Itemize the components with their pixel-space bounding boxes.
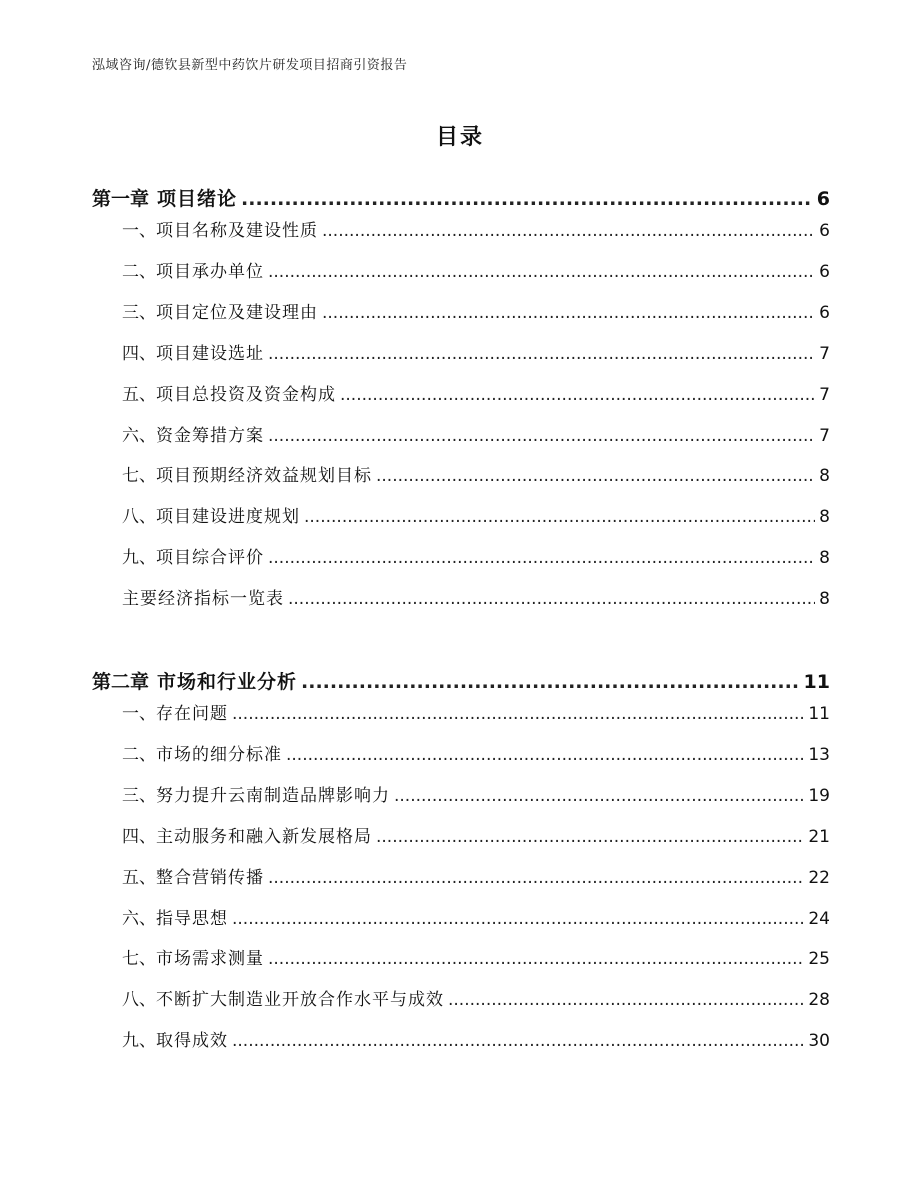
section-title: 整合营销传播 xyxy=(156,867,264,888)
dot-leader xyxy=(304,507,815,527)
section-number: 三、 xyxy=(122,302,156,323)
section-number: 八、 xyxy=(122,507,156,528)
toc-section-row[interactable] xyxy=(92,461,830,486)
section-number: 二、 xyxy=(122,744,156,765)
dot-leader xyxy=(376,466,815,486)
section-number: 二、 xyxy=(122,261,156,282)
chapter-title: 项目绪论 xyxy=(157,188,238,210)
toc-title: 目录 xyxy=(435,125,484,150)
dot-leader xyxy=(268,949,804,969)
toc-section-row[interactable] xyxy=(92,781,830,806)
dot-leader xyxy=(322,221,815,241)
section-page-number: 6 xyxy=(819,261,830,282)
section-title: 主要经济指标一览表 xyxy=(122,589,284,610)
running-header: 泓域咨询/德钦县新型中药饮片研发项目招商引资报告 xyxy=(92,58,408,73)
section-number: 一、 xyxy=(122,221,156,241)
section-title: 市场需求测量 xyxy=(156,949,264,970)
section-title: 项目定位及建设理由 xyxy=(156,302,318,323)
section-title: 取得成效 xyxy=(156,1031,228,1052)
section-title: 不断扩大制造业开放合作水平与成效 xyxy=(156,990,444,1011)
section-page-number: 22 xyxy=(808,867,830,888)
toc-section-row[interactable] xyxy=(92,904,830,929)
toc-chapter-row[interactable] xyxy=(92,184,830,211)
dot-leader xyxy=(241,188,813,210)
section-page-number: 8 xyxy=(819,589,830,610)
chapter-page-number: 6 xyxy=(816,188,830,210)
dot-leader xyxy=(232,1031,804,1051)
dot-leader xyxy=(268,262,815,282)
section-page-number: 25 xyxy=(808,949,830,970)
chapter-number: 第二章 xyxy=(92,671,150,693)
section-title: 项目承办单位 xyxy=(156,261,264,282)
section-page-number: 13 xyxy=(808,744,830,765)
section-title: 指导思想 xyxy=(156,908,228,929)
section-number: 三、 xyxy=(122,785,156,806)
section-page-number: 6 xyxy=(819,221,830,241)
section-number: 四、 xyxy=(122,343,156,364)
chapter-number: 第一章 xyxy=(92,188,150,210)
toc-section-row[interactable] xyxy=(92,985,830,1010)
toc-section-row[interactable] xyxy=(92,543,830,568)
toc-section-row[interactable] xyxy=(92,584,830,609)
dot-leader xyxy=(268,868,804,888)
section-page-number: 7 xyxy=(819,425,830,446)
toc-section-row[interactable] xyxy=(92,740,830,765)
section-title: 项目名称及建设性质 xyxy=(156,221,318,241)
section-page-number: 19 xyxy=(808,785,830,806)
section-number: 四、 xyxy=(122,826,156,847)
section-page-number: 7 xyxy=(819,384,830,405)
chapter-page-number: 11 xyxy=(803,671,830,693)
section-number: 七、 xyxy=(122,466,156,487)
dot-leader xyxy=(268,344,815,364)
toc-section-row[interactable] xyxy=(92,298,830,323)
section-title: 主动服务和融入新发展格局 xyxy=(156,826,372,847)
toc-section-row[interactable] xyxy=(92,1026,830,1051)
section-title: 项目建设选址 xyxy=(156,343,264,364)
dot-leader xyxy=(340,385,815,405)
section-page-number: 21 xyxy=(808,826,830,847)
toc-section-row[interactable] xyxy=(92,822,830,847)
section-page-number: 30 xyxy=(808,1031,830,1052)
section-number: 五、 xyxy=(122,867,156,888)
dot-leader xyxy=(322,303,815,323)
toc-section-row[interactable] xyxy=(92,216,830,241)
toc-section-row[interactable] xyxy=(92,380,830,405)
section-page-number: 8 xyxy=(819,466,830,487)
dot-leader xyxy=(268,426,815,446)
section-page-number: 11 xyxy=(808,704,830,724)
section-title: 项目总投资及资金构成 xyxy=(156,384,336,405)
section-title: 市场的细分标准 xyxy=(156,744,282,765)
section-number: 八、 xyxy=(122,990,156,1011)
toc-section-row[interactable] xyxy=(92,863,830,888)
section-number: 六、 xyxy=(122,908,156,929)
section-number: 五、 xyxy=(122,384,156,405)
dot-leader xyxy=(288,589,815,609)
dot-leader xyxy=(286,745,804,765)
toc-chapter-row[interactable] xyxy=(92,667,830,694)
section-title: 项目综合评价 xyxy=(156,548,264,569)
section-title: 资金筹措方案 xyxy=(156,425,264,446)
chapter-title: 市场和行业分析 xyxy=(157,671,298,693)
section-number: 九、 xyxy=(122,1031,156,1052)
section-number: 一、 xyxy=(122,704,156,724)
dot-leader xyxy=(376,827,804,847)
dot-leader xyxy=(301,671,800,693)
section-page-number: 8 xyxy=(819,548,830,569)
dot-leader xyxy=(448,990,804,1010)
section-page-number: 24 xyxy=(808,908,830,929)
section-page-number: 28 xyxy=(808,990,830,1011)
section-page-number: 6 xyxy=(819,302,830,323)
section-title: 努力提升云南制造品牌影响力 xyxy=(156,785,390,806)
toc-section-row[interactable] xyxy=(92,421,830,446)
section-number: 七、 xyxy=(122,949,156,970)
section-title: 存在问题 xyxy=(156,704,228,724)
section-page-number: 7 xyxy=(819,343,830,364)
toc-section-row[interactable] xyxy=(92,257,830,282)
dot-leader xyxy=(268,548,815,568)
toc-section-row[interactable] xyxy=(92,339,830,364)
dot-leader xyxy=(232,909,804,929)
section-title: 项目建设进度规划 xyxy=(156,507,300,528)
toc-section-row[interactable] xyxy=(92,699,830,724)
section-title: 项目预期经济效益规划目标 xyxy=(156,466,372,487)
toc-section-row[interactable] xyxy=(92,944,830,969)
section-number: 六、 xyxy=(122,425,156,446)
dot-leader xyxy=(394,786,804,806)
section-page-number: 8 xyxy=(819,507,830,528)
section-number: 九、 xyxy=(122,548,156,569)
dot-leader xyxy=(232,704,804,724)
toc-section-row[interactable] xyxy=(92,502,830,527)
